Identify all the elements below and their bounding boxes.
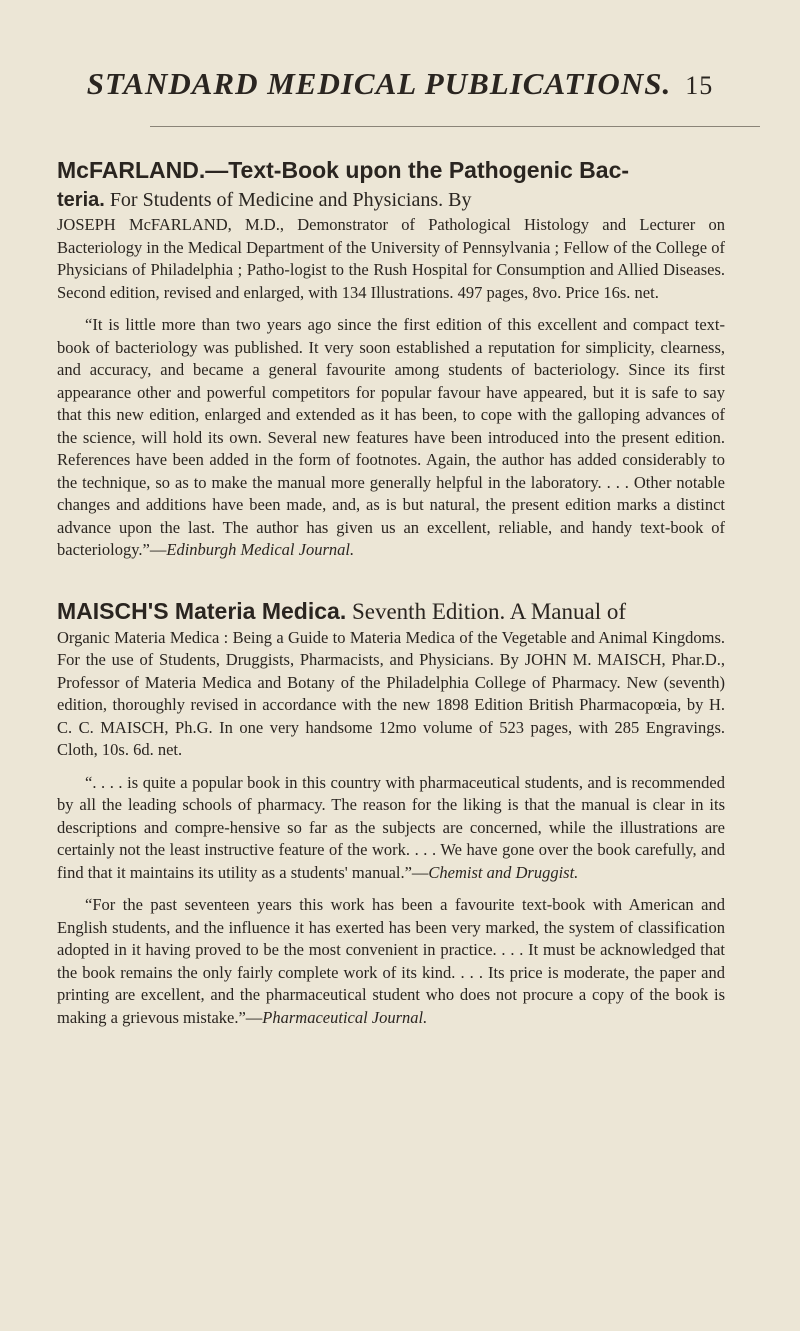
entry-title (57, 596, 725, 627)
review-text: “For the past seventeen years this work has been a favourite text-book with American and English students, and the influence it has exerted has been very marked, the system of classification adopted in it having proved to be the most convenient in practice. . . . It must be acknowledged that the book remains the only fairly complete work of its kind. . . . Its price is moderate, the paper and printing are excellent, and the pharmaceutical student who does not procure a copy of the book is making a grievous mistake.”— (57, 895, 725, 1027)
entry-title-continuation: Seventh Edition. A Manual of (351, 598, 627, 624)
page-number: 15 (685, 71, 714, 100)
review-source: Chemist and Druggist. (428, 862, 579, 882)
entry-description (57, 214, 725, 304)
review-text: “. . . . is quite a popular book in this country with pharmaceutical students, and is recommended by all the leading schools of pharmacy. The reason for the liking is that the manual is clear in its descriptions and compre-hensive so far as the subjects are concerned, while the illustrations are certainly not the least instructive feature of the work. . . . We have gone over the book carefully, and find that it maintains its utility as a students' manual.”— (57, 772, 725, 882)
entry-description-lead: For Students of Medicine and Physicians. By (109, 189, 472, 211)
entry-title-lead: McFARLAND.—Text-Book upon the Pathogenic Bac- (57, 157, 630, 183)
entry-description (57, 627, 725, 762)
entry-title-continuation: teria. (57, 189, 105, 211)
entry-description-text: Organic Materia Medica : Being a Guide to Materia Medica of the Vegetable and Animal Kingdoms. For the use of Students, Druggists, Pharmacists, and Physicians. By JOHN M. MAISCH, Phar.D., Professor of Materia Medica and Botany of the Philadelphia College of Pharmacy. New (seventh) edition, thoroughly revised in accordance with the new 1898 Edition British Pharmacopœia, by H. C. C. MAISCH, Ph.G. In one very handsome 12mo volume of 523 pages, with 285 Engravings. Cloth, 10s. 6d. net. (57, 627, 725, 759)
header-rule (150, 126, 760, 127)
review-quote (57, 772, 725, 885)
book-entry-maisch (57, 596, 725, 1030)
review-quote (57, 314, 725, 562)
review-quote (57, 894, 725, 1029)
review-source: Pharmaceutical Journal. (262, 1007, 428, 1027)
running-title: STANDARD MEDICAL PUBLICATIONS. (86, 66, 672, 101)
entry-title (57, 155, 725, 186)
entry-title-lead: MAISCH'S Materia Medica. (57, 597, 347, 624)
entry-description-text: JOSEPH McFARLAND, M.D., Demonstrator of Pathological Histology and Lecturer on Bacteriology in the Medical Department of the University of Pennsylvania ; Fellow of the College of Physicians of Philadelphia ; Patho-logist to the Rush Hospital for Consumption and Allied Diseases. Second edition, revised and enlarged, with 134 Illustrations. 497 pages, 8vo. Price 16s. net. (57, 215, 725, 302)
running-header (0, 66, 800, 102)
review-text: “It is little more than two years ago since the first edition of this excellent and compact text-book of bacteriology was published. It very soon established a reputation for simplicity, clearness, and accuracy, and became a general favourite among students of bacteriology. Since its first appearance other and powerful competitors for popular favour have appeared, but it is safe to say that this new edition, enlarged and extended as it has been, to cope with the galloping advances of the science, will hold its own. Several new features have been introduced into the present edition. References have been added in the form of footnotes. Again, the author has added considerably to the technique, so as to make the manual more generally helpful in the laboratory. . . . Other notable changes and additions have been made, and, as is but natural, the present edition marks a distinct advance upon the last. The author has given us an excellent, reliable, and handy text-book of bacteriology.”— (57, 315, 725, 559)
page-content (57, 155, 725, 1029)
entry-subtitle (57, 186, 725, 214)
book-entry-mcfarland (57, 155, 725, 562)
review-source: Edinburgh Medical Journal. (166, 540, 355, 559)
